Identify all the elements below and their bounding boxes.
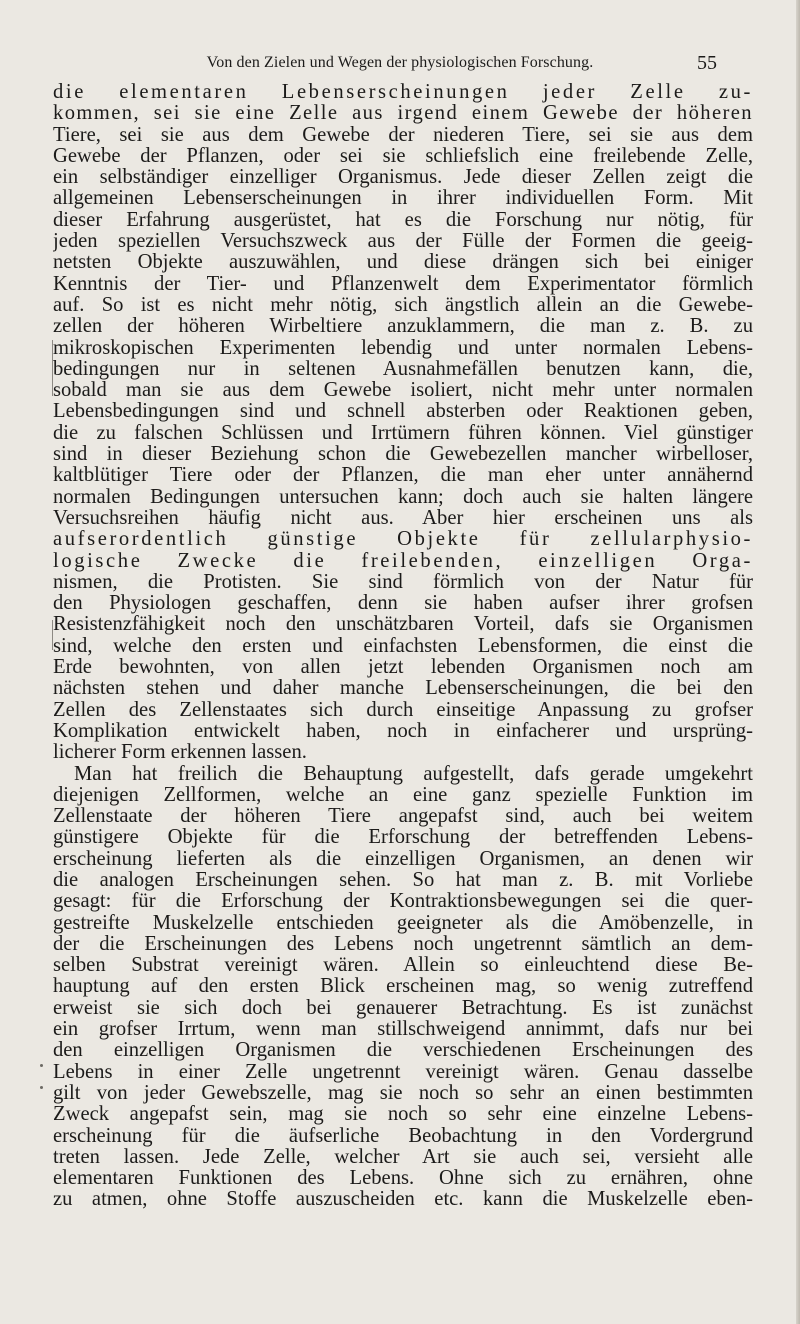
text-line: normalen Bedingungen untersuchen kann; doch auch sie halten längere [53,486,753,508]
text-line: kaltblütiger Tiere oder der Pflanzen, die man eher unter annähernd [53,465,753,487]
page-edge-shadow [796,0,800,1324]
text-line: nächsten stehen und daher manche Lebenserscheinungen, die bei den [53,678,753,700]
text-line: zu atmen, ohne Stoffe auszuscheiden etc. kann die Muskelzelle eben- [53,1189,753,1211]
text-line: nismen, die Protisten. Sie sind förmlich von der Natur für [53,571,753,593]
running-header: Von den Zielen und Wegen der physiologischen Forschung. [206,54,594,71]
text-line: netsten Objekte auszuwählen, und diese drängen sich bei einiger [53,252,753,274]
text-line: logische Zwecke die freilebenden, einzelligen Orga- [53,550,753,572]
text-line: ein selbständiger einzelliger Organismus. Jede dieser Zellen zeigt die [53,167,753,189]
text-line: Versuchsreihen häufig nicht aus. Aber hier erscheinen uns als [53,507,753,529]
text-line: jeden speziellen Versuchszweck aus der Fülle der Formen die geeig- [53,231,753,253]
text-line: gestreifte Muskelzelle entschieden geeigneter als die Amöbenzelle, in [53,912,753,934]
text-line: erscheinung lieferten als die einzelligen Organismen, an denen wir [53,848,753,870]
text-line: Lebens in einer Zelle ungetrennt vereinigt wären. Genau dasselbe [53,1061,753,1083]
margin-line [52,340,53,396]
text-line: bedingungen nur in seltenen Ausnahmefällen benutzen kann, die, [53,358,753,380]
text-line: Tiere, sei sie aus dem Gewebe der niederen Tiere, sei sie aus dem [53,124,753,146]
margin-line [52,620,53,650]
text-line: elementaren Funktionen des Lebens. Ohne sich zu ernähren, ohne [53,1168,753,1190]
text-line: Zweck angepafst sein, mag sie noch so sehr eine einzelne Lebens- [53,1104,753,1126]
text-line: hauptung auf den ersten Blick erscheinen mag, so wenig zutreffend [53,976,753,998]
text-line: allgemeinen Lebenserscheinungen in ihrer individuellen Form. Mit [53,188,753,210]
text-line: gesagt: für die Erforschung der Kontraktionsbewegungen sei die quer- [53,891,753,913]
text-line: die elementaren Lebenserscheinungen jeder Zelle zu- [53,82,753,103]
text-line: Kenntnis der Tier- und Pflanzenwelt dem Experimentator förmlich [53,273,753,295]
text-line: sobald man sie aus dem Gewebe isoliert, nicht mehr unter normalen [53,380,753,402]
text-line: der die Erscheinungen des Lebens noch ungetrennt sämtlich an dem- [53,933,753,955]
text-line: Man hat freilich die Behauptung aufgestellt, dafs gerade umgekehrt [74,763,753,785]
text-line: sind in dieser Beziehung schon die Gewebezellen mancher wirbelloser, [53,444,753,466]
text-line: erweist sie sich doch bei genauerer Betrachtung. Es ist zunächst [53,997,753,1019]
speck [40,1064,43,1067]
text-line: zellen der höheren Wirbeltiere anzuklammern, die man z. B. zu [53,316,753,338]
speck [40,1086,43,1089]
body-text [53,82,753,1211]
text-line: Zellen des Zellenstaates sich durch einseitige Anpassung zu grofser [53,699,753,721]
text-line: Zellenstaate der höheren Tiere angepafst sind, auch bei weitem [53,806,753,828]
text-line: erscheinung für die äufserliche Beobachtung in den Vordergrund [53,1125,753,1147]
text-line: den Physiologen geschaffen, denn sie haben aufser ihrer grofsen [53,593,753,615]
text-line: selben Substrat vereinigt wären. Allein so einleuchtend diese Be- [53,955,753,977]
text-line: kommen, sei sie eine Zelle aus irgend einem Gewebe der höheren [53,103,753,125]
text-line: Resistenzfähigkeit noch den unschätzbaren Vorteil, dafs sie Organismen [53,614,753,636]
text-line: gilt von jeder Gewebszelle, mag sie noch so sehr an einen bestimmten [53,1082,753,1104]
text-line: Erde bewohnten, von allen jetzt lebenden Organismen noch am [53,657,753,679]
text-line: den einzelligen Organismen die verschiedenen Erscheinungen des [53,1040,753,1062]
text-line: Gewebe der Pflanzen, oder sei sie schliefslich eine freilebende Zelle, [53,145,753,167]
text-line: diejenigen Zellformen, welche an eine ganz spezielle Funktion im [53,784,753,806]
text-line: die zu falschen Schlüssen und Irrtümern führen können. Viel günstiger [53,422,753,444]
text-line: die analogen Erscheinungen sehen. So hat man z. B. mit Vorliebe [53,869,753,891]
text-line: mikroskopischen Experimenten lebendig und unter normalen Lebens- [53,337,753,359]
text-line: treten lassen. Jede Zelle, welcher Art sie auch sei, versieht alle [53,1146,753,1168]
text-line: Lebensbedingungen sind und schnell absterben oder Reaktionen geben, [53,401,753,423]
text-line: aufserordentlich günstige Objekte für zellularphysio- [53,529,753,551]
text-line: dieser Erfahrung ausgerüstet, hat es die Forschung nur nötig, für [53,209,753,231]
text-line: auf. So ist es nicht mehr nötig, sich ängstlich allein an die Gewebe- [53,294,753,316]
text-line: ein grofser Irrtum, wenn man stillschweigend annimmt, dafs nur bei [53,1019,753,1041]
text-line: sind, welche den ersten und einfachsten Lebensformen, die einst die [53,635,753,657]
text-line: Komplikation entwickelt haben, noch in einfacherer und ursprüng- [53,720,753,742]
page-number: 55 [697,52,717,74]
text-line: günstigere Objekte für die Erforschung der betreffenden Lebens- [53,827,753,849]
text-line: licherer Form erkennen lassen. [53,742,307,764]
